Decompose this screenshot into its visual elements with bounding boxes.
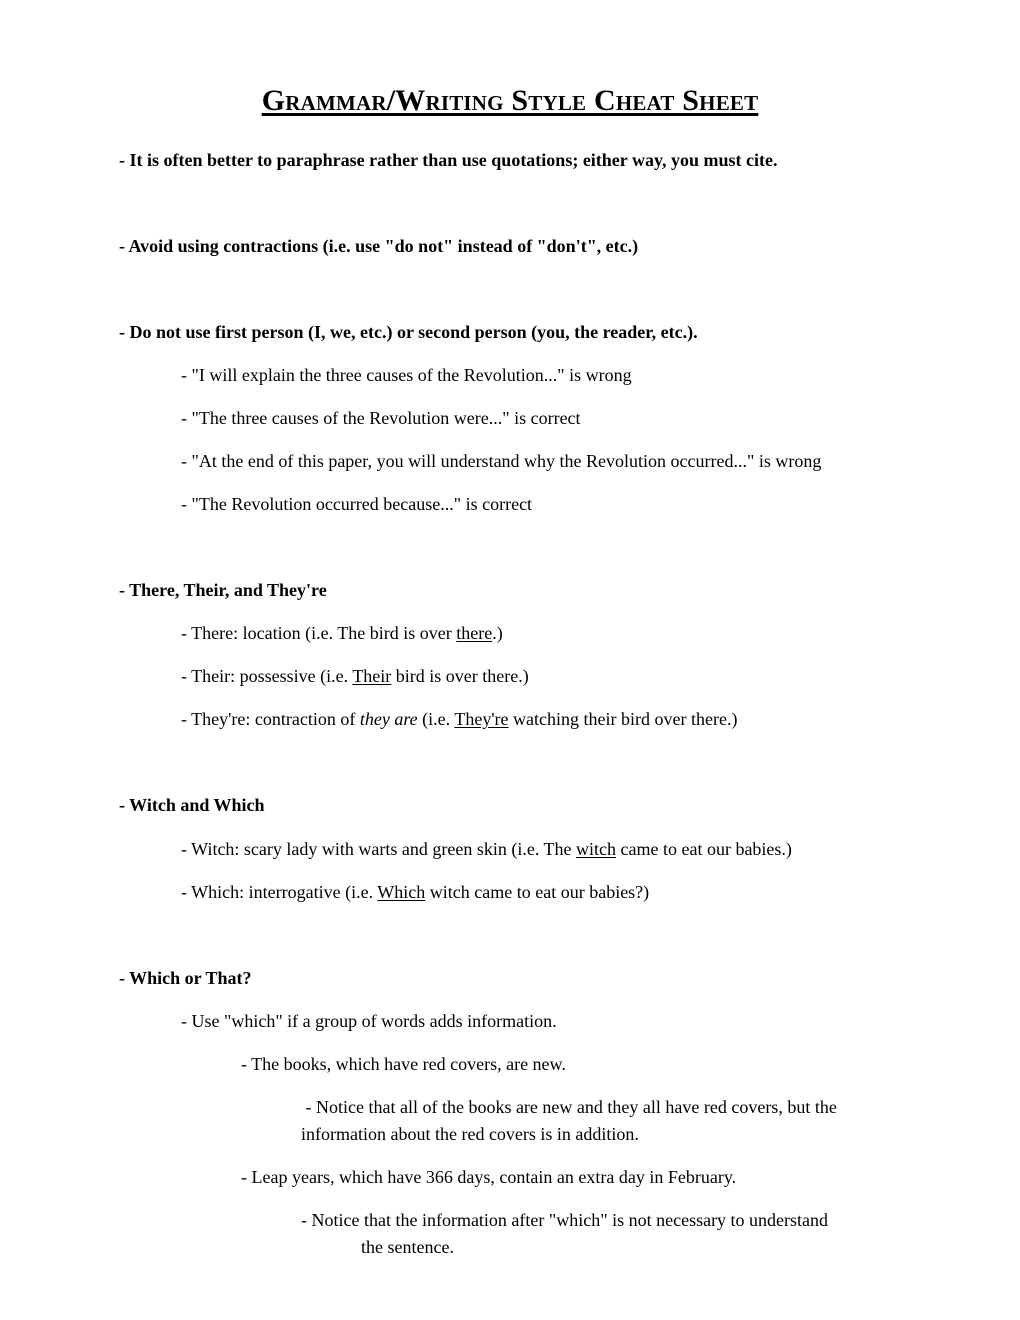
underlined-example: Which: [377, 882, 426, 902]
which-definition: - Which: interrogative (i.e. Which witch came to eat our babies?): [181, 882, 650, 902]
person-example-3: - "At the end of this paper, you will understand why the Revolution occurred..." is wrong: [181, 451, 822, 471]
person-rule-heading: - Do not use first person (I, we, etc.) or second person (you, the reader, etc.).: [119, 322, 698, 342]
which-note-1-line-1: - Notice that all of the books are new and they all have red covers, but the: [301, 1097, 837, 1117]
their-definition: - Their: possessive (i.e. Their bird is over there.): [181, 666, 529, 686]
which-example-2: - Leap years, which have 366 days, contain an extra day in February.: [241, 1167, 737, 1187]
there-rule-heading: - There, Their, and They're: [119, 580, 327, 600]
underlined-example: Their: [352, 666, 392, 686]
person-example-2: - "The three causes of the Revolution were..." is correct: [181, 408, 581, 428]
which-that-heading: - Which or That?: [119, 968, 252, 988]
witch-definition: - Witch: scary lady with warts and green skin (i.e. The witch came to eat our babies.): [181, 839, 792, 859]
which-note-2-line-1: - Notice that the information after "which" is not necessary to understand: [301, 1210, 829, 1230]
person-example-4: - "The Revolution occurred because..." is correct: [181, 494, 533, 514]
contractions-rule: - Avoid using contractions (i.e. use "do not" instead of "don't", etc.): [119, 236, 639, 256]
person-example-1: - "I will explain the three causes of the Revolution..." is wrong: [181, 365, 632, 385]
which-note-1-line-2: information about the red covers is in addition.: [301, 1124, 639, 1144]
which-rule: - Use "which" if a group of words adds information.: [181, 1011, 557, 1031]
page-title: Grammar/Writing Style Cheat Sheet: [261, 84, 759, 117]
witch-rule-heading: - Witch and Which: [119, 795, 265, 815]
theyre-definition: - They're: contraction of they are (i.e. They're watching their bird over there.): [181, 709, 738, 729]
underlined-example: They're: [454, 709, 509, 729]
which-example-1: - The books, which have red covers, are new.: [241, 1054, 566, 1074]
italic-term: they are: [359, 709, 418, 729]
underlined-example: there: [456, 623, 493, 643]
underlined-example: witch: [576, 839, 616, 859]
which-note-2-line-2: the sentence.: [361, 1237, 454, 1257]
paraphrase-rule: - It is often better to paraphrase rather than use quotations; either way, you must cite.: [119, 150, 778, 170]
there-definition: - There: location (i.e. The bird is over there.): [181, 623, 503, 643]
